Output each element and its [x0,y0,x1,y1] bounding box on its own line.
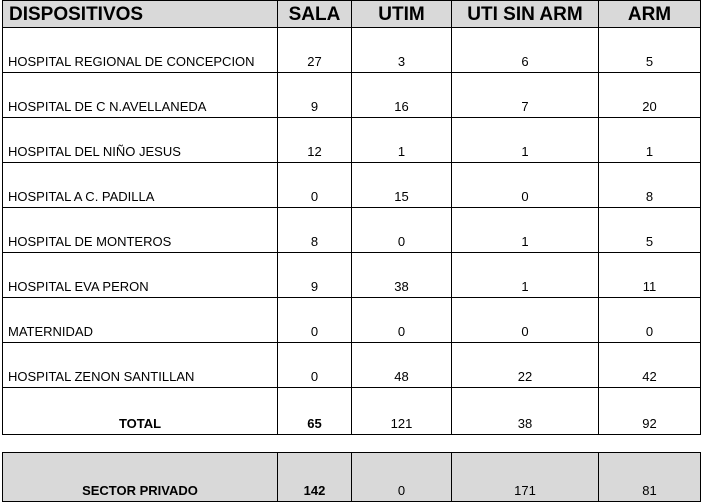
header-uti-sin-arm: UTI SIN ARM [452,1,599,28]
uti-sin-arm-cell: 1 [452,118,599,163]
total-arm: 92 [599,388,701,435]
uti-sin-arm-cell: 1 [452,208,599,253]
total-uti-sin-arm: 38 [452,388,599,435]
utim-cell: 0 [352,208,452,253]
utim-cell: 1 [352,118,452,163]
hospital-name: HOSPITAL A C. PADILLA [3,163,278,208]
table-row [3,208,701,253]
sector-privado-table [2,452,701,502]
sala-cell: 27 [278,28,352,73]
arm-cell: 11 [599,253,701,298]
table-row [3,298,701,343]
utim-cell: 15 [352,163,452,208]
sala-cell: 9 [278,253,352,298]
sector-privado-arm: 81 [599,453,701,502]
utim-cell: 16 [352,73,452,118]
hospital-name: HOSPITAL EVA PERON [3,253,278,298]
arm-cell: 20 [599,73,701,118]
utim-cell: 0 [352,298,452,343]
sala-cell: 0 [278,163,352,208]
sector-privado-label: SECTOR PRIVADO [3,453,278,502]
header-utim: UTIM [352,1,452,28]
table-row [3,343,701,388]
arm-cell: 42 [599,343,701,388]
table-row [3,28,701,73]
table-row [3,163,701,208]
header-arm: ARM [599,1,701,28]
total-sala: 65 [278,388,352,435]
arm-cell: 8 [599,163,701,208]
sala-cell: 0 [278,343,352,388]
sala-cell: 8 [278,208,352,253]
arm-cell: 1 [599,118,701,163]
sector-privado-uti-sin-arm: 171 [452,453,599,502]
table-row [3,253,701,298]
table-row [3,73,701,118]
header-sala: SALA [278,1,352,28]
hospital-name: HOSPITAL DEL NIÑO JESUS [3,118,278,163]
uti-sin-arm-cell: 6 [452,28,599,73]
dispositivos-table [2,0,701,435]
table-row [3,118,701,163]
total-row [3,388,701,435]
uti-sin-arm-cell: 0 [452,298,599,343]
uti-sin-arm-cell: 22 [452,343,599,388]
uti-sin-arm-cell: 7 [452,73,599,118]
sala-cell: 0 [278,298,352,343]
sector-privado-row [3,453,701,502]
utim-cell: 48 [352,343,452,388]
hospital-name: HOSPITAL DE MONTEROS [3,208,278,253]
header-dispositivos: DISPOSITIVOS [3,1,278,28]
sector-privado-utim: 0 [352,453,452,502]
arm-cell: 5 [599,28,701,73]
total-label: TOTAL [3,388,278,435]
utim-cell: 38 [352,253,452,298]
total-utim: 121 [352,388,452,435]
uti-sin-arm-cell: 1 [452,253,599,298]
utim-cell: 3 [352,28,452,73]
uti-sin-arm-cell: 0 [452,163,599,208]
arm-cell: 0 [599,298,701,343]
hospital-name: HOSPITAL REGIONAL DE CONCEPCION [3,28,278,73]
sala-cell: 9 [278,73,352,118]
rows-body [3,28,701,388]
hospital-name: HOSPITAL DE C N.AVELLANEDA [3,73,278,118]
hospital-name: HOSPITAL ZENON SANTILLAN [3,343,278,388]
hospital-name: MATERNIDAD [3,298,278,343]
arm-cell: 5 [599,208,701,253]
header-row [3,1,701,28]
sector-privado-sala: 142 [278,453,352,502]
sala-cell: 12 [278,118,352,163]
